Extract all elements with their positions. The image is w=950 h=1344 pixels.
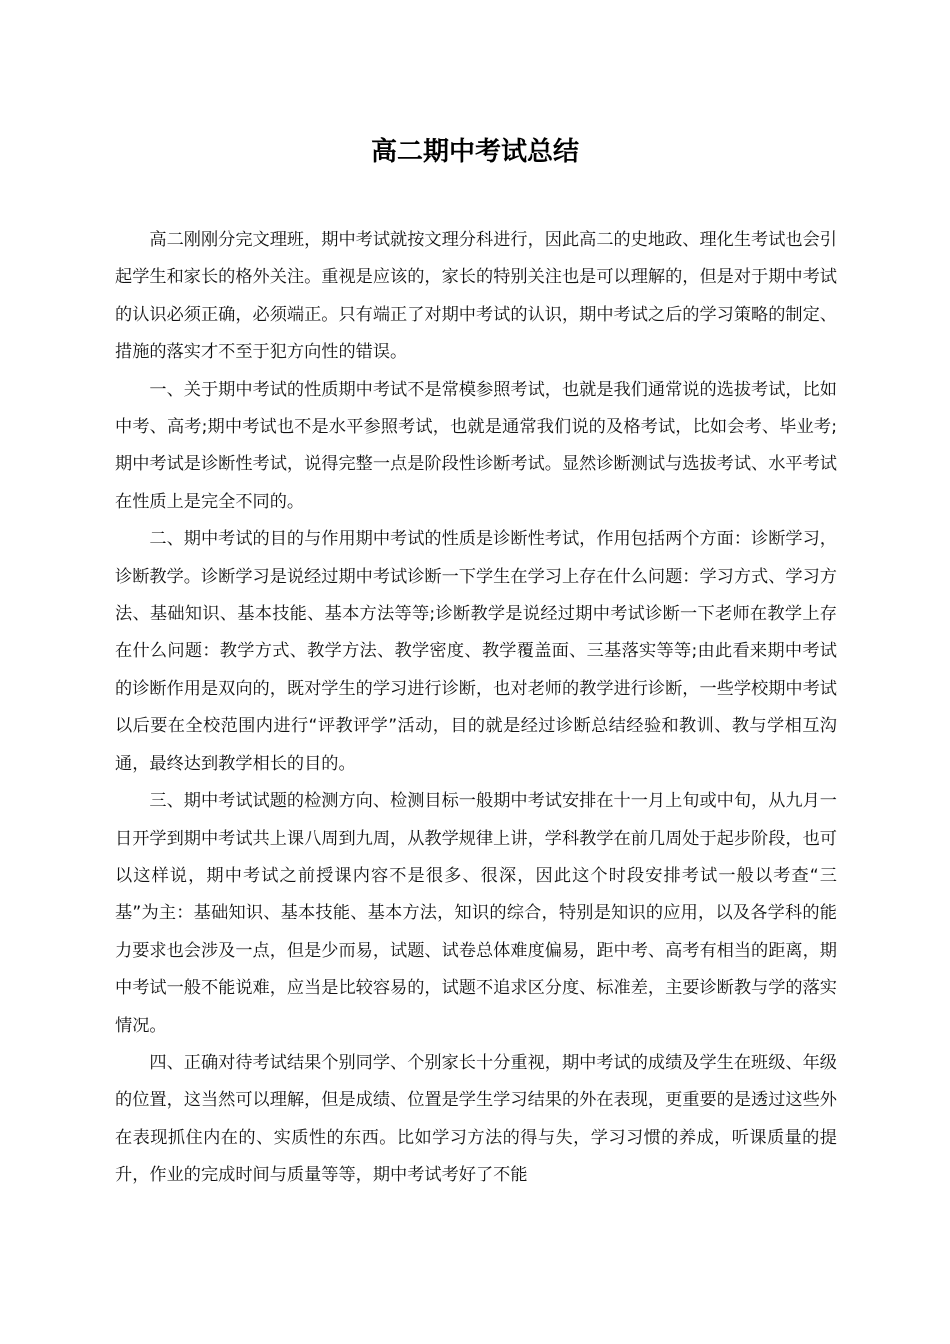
document-title: 高二期中考试总结 <box>370 137 579 167</box>
document-body <box>115 222 837 1195</box>
paragraph-section-4: 四、正确对待考试结果个别同学、个别家长十分重视，期中考试的成绩及学生在班级、年级的位置，这当然可以理解，但是成绩、位置是学生学习结果的外在表现，更重要的是透过这些外在表现抓住内在的、实质性的东西。比如学习方法的得与失，学习习惯的养成，听课质量的提升，作业的完成时间与质量等等，期中考试考好了不能 <box>115 1052 837 1186</box>
paragraph-section-2: 二、期中考试的目的与作用期中考试的性质是诊断性考试，作用包括两个方面：诊断学习，诊断教学。诊断学习是说经过期中考试诊断一下学生在学习上存在什么问题：学习方式、学习方法、基础知识、基本技能、基本方法等等;诊断教学是说经过期中考试诊断一下老师在教学上存在什么问题：教学方式、教学方法、教学密度、教学覆盖面、三基落实等等;由此看来期中考试的诊断作用是双向的，既对学生的学习进行诊断，也对老师的教学进行诊断，一些学校期中考试以后要在全校范围内进行“评教评学”活动，目的就是经过诊断总结经验和教训、教与学相互沟通，最终达到教学相长的目的。 <box>115 529 837 774</box>
paragraph-section-3: 三、期中考试试题的检测方向、检测目标一般期中考试安排在十一月上旬或中旬，从九月一日开学到期中考试共上课八周到九周，从教学规律上讲，学科教学在前几周处于起步阶段，也可以这样说，期中考试之前授课内容不是很多、很深，因此这个时段安排考试一般以考查“三基”为主：基础知识、基本技能、基本方法，知识的综合，特别是知识的应用，以及各学科的能力要求也会涉及一点，但是少而易，试题、试卷总体难度偏易，距中考、高考有相当的距离，期中考试一般不能说难，应当是比较容易的，试题不追求区分度、标准差，主要诊断教与学的落实情况。 <box>115 791 837 1036</box>
paragraph-section-1: 一、关于期中考试的性质期中考试不是常模参照考试，也就是我们通常说的选拔考试，比如中考、高考;期中考试也不是水平参照考试，也就是通常我们说的及格考试，比如会考、毕业考;期中考试是诊断性考试，说得完整一点是阶段性诊断考试。显然诊断测试与选拔考试、水平考试在性质上是完全不同的。 <box>115 379 837 512</box>
paragraph-intro: 高二刚刚分完文理班，期中考试就按文理分科进行，因此高二的史地政、理化生考试也会引起学生和家长的格外关注。重视是应该的，家长的特别关注也是可以理解的，但是对于期中考试的认识必须正确，必须端正。只有端正了对期中考试的认识，期中考试之后的学习策略的制定、措施的落实才不至于犯方向性的错误。 <box>115 230 837 363</box>
